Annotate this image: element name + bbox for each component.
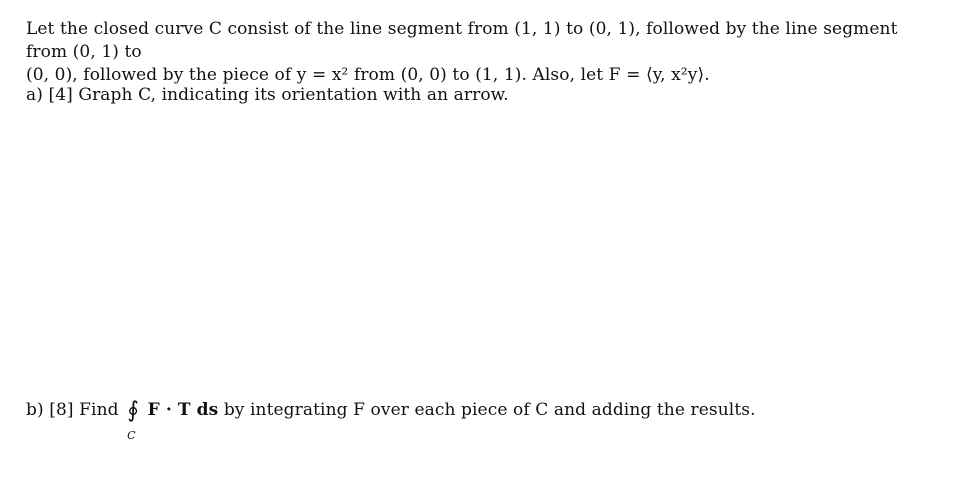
part-a-text: Graph C, indicating its orientation with an arrow. [78,85,509,105]
problem-intro [26,18,936,87]
part-a-label: a) [26,85,43,105]
part-b [26,398,936,442]
intro-line-1: Let the closed curve C consist of the line segment from (1, 1) to (0, 1), followed by the line segment from (0, 1) to [26,19,898,62]
contour-integral [124,398,142,442]
part-b-text: by integrating F over each piece of C and adding the results. [223,400,756,420]
answer-space-a [26,115,936,385]
integral-subscript: C [127,429,136,442]
integrand: F · T ds [147,400,219,420]
part-a [26,84,936,107]
part-b-label: b) [26,400,44,420]
intro-line-2: (0, 0), followed by the piece of y = x² from (0, 0) to (1, 1). Also, let F = ⟨y, x²y⟩. [26,65,710,85]
contour-integral-icon: ∮ [127,398,139,423]
part-a-points: [4] [48,85,73,105]
part-b-find: Find [79,400,119,420]
part-b-points: [8] [49,400,74,420]
